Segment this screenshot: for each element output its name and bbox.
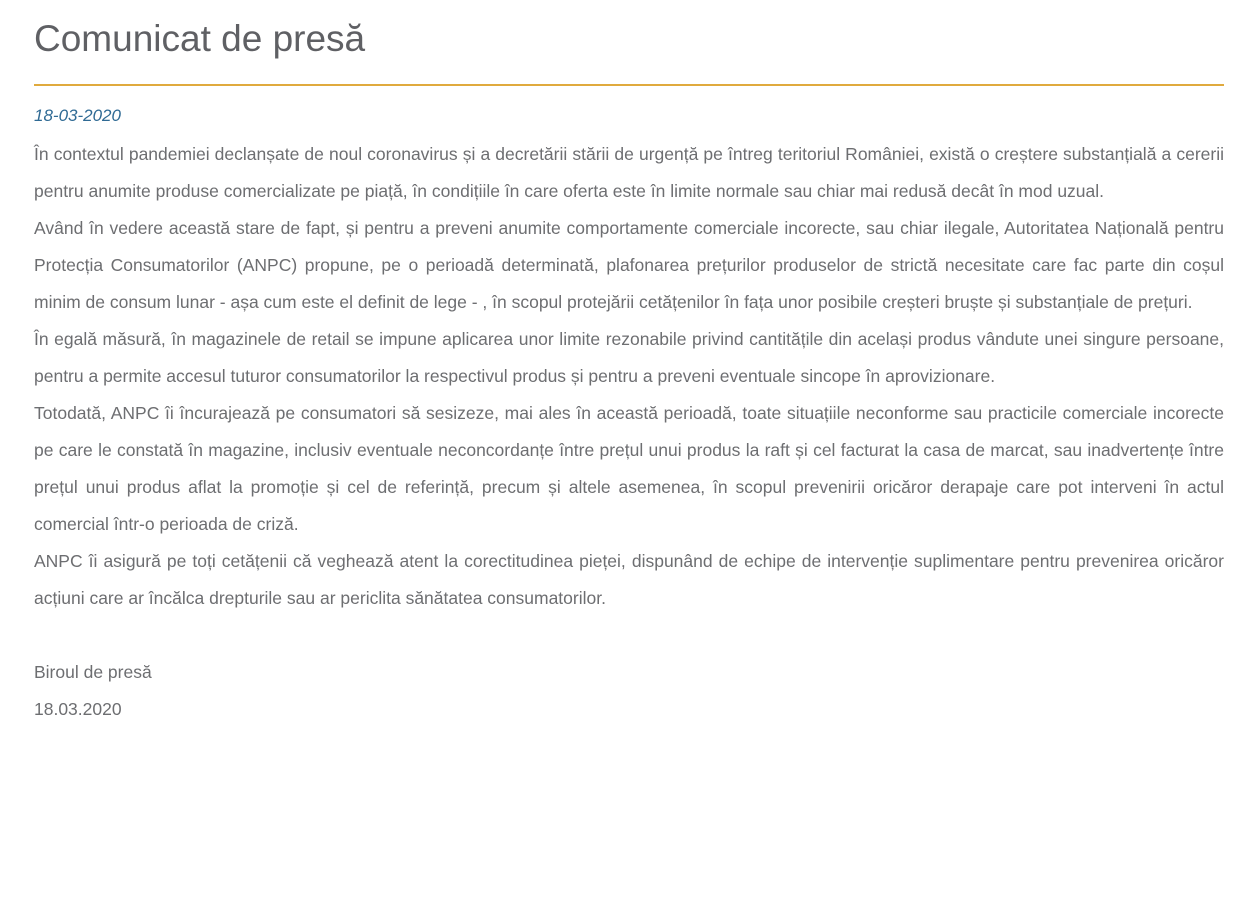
signature-date: 18.03.2020 [34,699,122,719]
title-divider [34,84,1224,86]
press-release-body [34,136,1224,617]
paragraph-quantity-limits: În egală măsură, în magazinele de retail se impune aplicarea unor limite rezonabile privind cantitățile din același produs vândute unei singure persoane, pentru a permite accesul tuturor consumatorilor la respectivul produs și pentru a preveni eventuale sincope în aprovizionare. [34,329,1224,386]
signature: Biroul de presă [34,662,152,682]
page-title: Comunicat de presă [34,18,366,59]
paragraph-context: În contextul pandemiei declanșate de noul coronavirus și a decretării stării de urgență pe întreg teritoriul României, există o creștere substanțială a cererii pentru anumite produse comercializate pe piață, în condițiile în care oferta este în limite normale sau chiar mai redusă decât în mod uzual. [34,144,1224,201]
paragraph-assurance: ANPC îi asigură pe toți cetățenii că veghează atent la corectitudinea pieței, dispunând de echipe de intervenție suplimentare pentru prevenirea oricăror acțiuni care ar încălca drepturile sau ar periclita sănătatea consumatorilor. [34,551,1224,608]
release-date: 18-03-2020 [34,106,121,125]
paragraph-price-cap-proposal: Având în vedere această stare de fapt, și pentru a preveni anumite comportamente comerciale incorecte, sau chiar ilegale, Autoritatea Națională pentru Protecția Consumatorilor (ANPC) propune, pe o perioadă determinată, plafonarea prețurilor produselor de strictă necesitate care fac parte din coșul minim de consum lunar - așa cum este el definit de lege - , în scopul protejării cetățenilor în fața unor posibile creșteri bruște și substanțiale de prețuri. [34,218,1224,312]
signature-block [34,654,1224,728]
paragraph-consumer-reports: Totodată, ANPC îi încurajează pe consumatori să sesizeze, mai ales în această perioadă, toate situațiile neconforme sau practicile comerciale incorecte pe care le constată în magazine, inclusiv eventuale neconcordanțe între prețul unui produs la raft și cel facturat la casa de marcat, sau inadvertențe între prețul unui produs aflat la promoție și cel de referință, precum și altele asemenea, în scopul prevenirii oricăror derapaje care pot interveni în actul comercial într-o perioada de criză. [34,403,1224,534]
